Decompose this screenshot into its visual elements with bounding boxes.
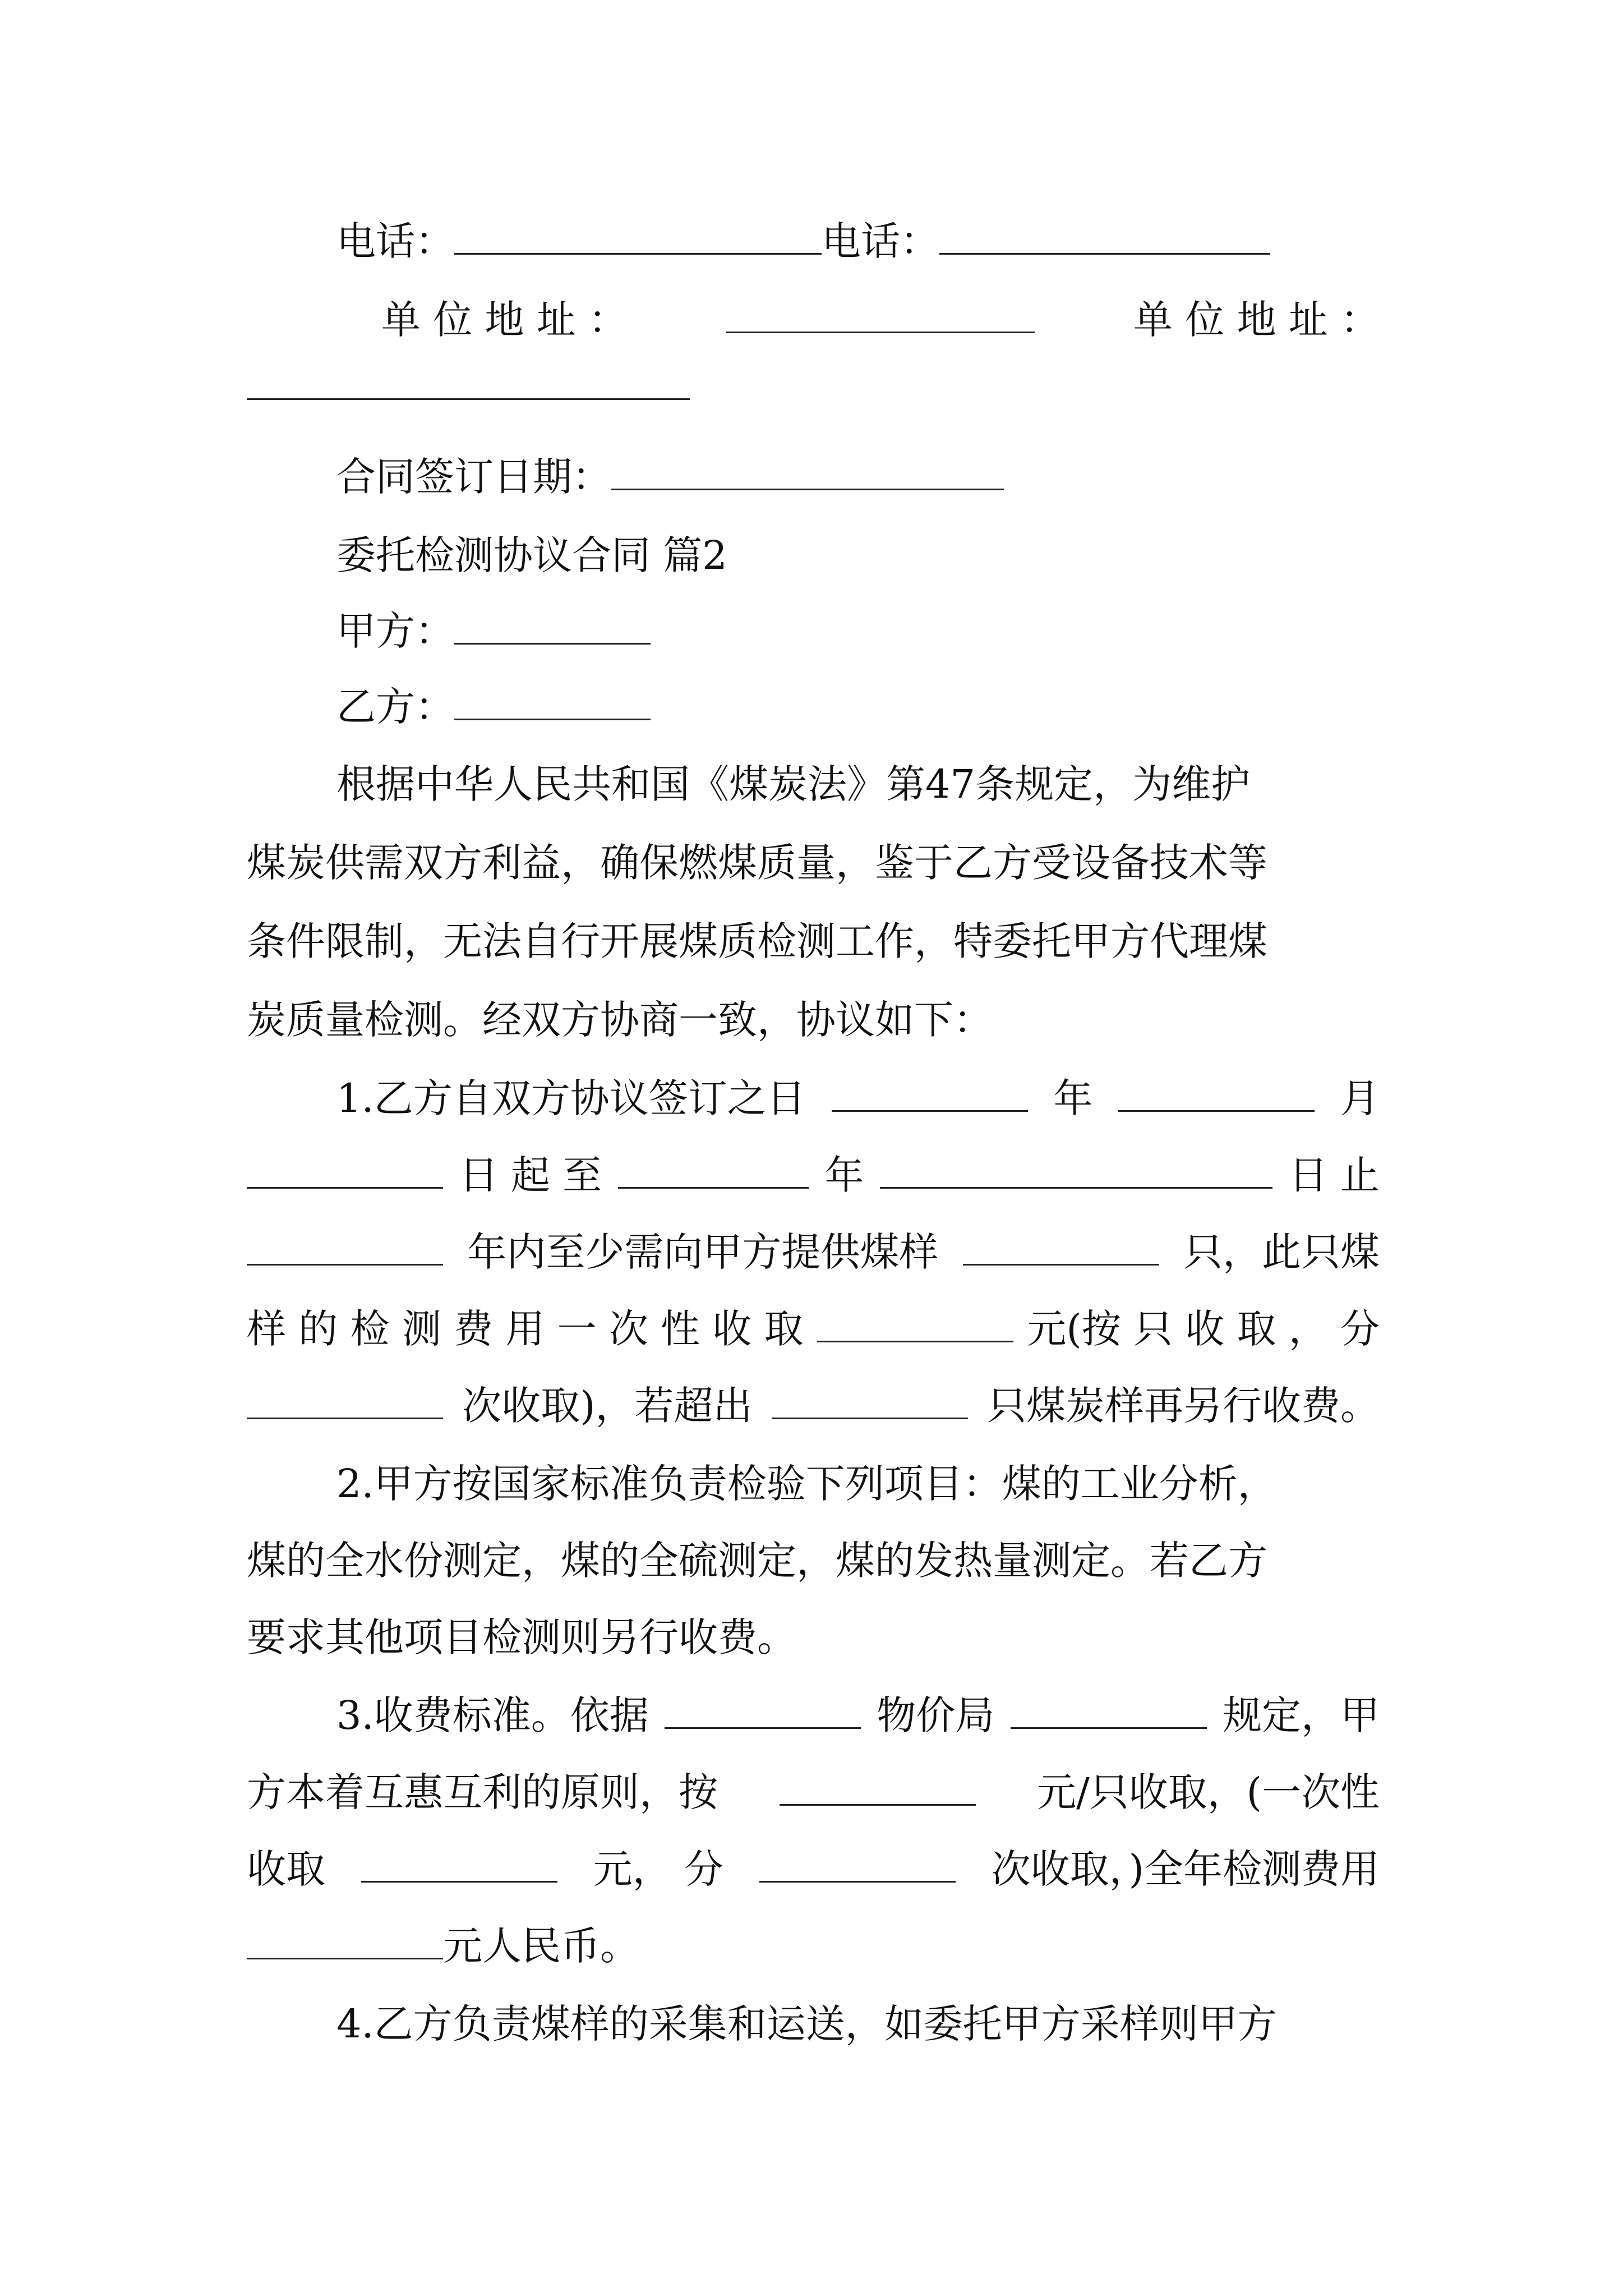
item1-text-5a: 次收取)，若超出 <box>462 1383 753 1429</box>
address-label-b: 单 位 地 址 ： <box>1133 297 1380 343</box>
item3-blank-4a <box>247 1918 443 1959</box>
sign-date-line <box>336 443 1380 510</box>
item4-line-1 <box>336 1990 1380 2058</box>
party-a-line <box>336 597 1380 665</box>
intro-line-2 <box>247 829 1380 896</box>
intro-text-2: 煤炭供需双方利益，确保燃煤质量，鉴于乙方受设备技术等 <box>247 840 1267 886</box>
intro-text-1: 根据中华人民共和国《煤炭法》第47条规定，为维护 <box>336 761 1251 807</box>
item4-text-1: 4.乙方负责煤样的采集和运送，如委托甲方采样则甲方 <box>336 2001 1277 2047</box>
address-line <box>381 286 1380 353</box>
item1-text-2c: 日 止 <box>1288 1152 1380 1198</box>
item3-blank-3b <box>759 1842 956 1883</box>
intro-line-4 <box>247 986 1380 1053</box>
item1-line-2 <box>247 1142 1380 1209</box>
item1-text-3b: 只，此只煤 <box>1183 1229 1380 1275</box>
item3-text-2a: 方本着互惠互利的原则，按 <box>247 1769 718 1815</box>
item2-line-1 <box>336 1450 1380 1517</box>
item3-text-3b: 元， 分 <box>593 1846 723 1892</box>
item1-text-2b: 年 <box>824 1152 864 1198</box>
phone-label-a: 电话： <box>336 218 454 264</box>
item1-blank-4a <box>817 1301 1013 1342</box>
item1-text-3a: 年内至少需向甲方提供煤样 <box>467 1229 939 1275</box>
item3-line-3 <box>247 1835 1380 1903</box>
item1-text-4b: 元(按 只 收 取 ， 分 <box>1027 1306 1380 1352</box>
item3-text-1c: 规定，甲 <box>1222 1692 1380 1738</box>
intro-line-3 <box>247 908 1380 975</box>
phone-blank-b <box>939 214 1270 255</box>
sign-date-blank <box>611 449 1004 490</box>
item3-text-1b: 物价局 <box>877 1692 995 1738</box>
item3-text-2b: 元/只收取，(一次性 <box>1037 1769 1380 1815</box>
phone-line <box>336 208 1380 275</box>
item1-text-4a: 样 的 检 测 费 用 一 次 性 收 取 <box>247 1306 804 1352</box>
phone-blank-a <box>454 214 822 255</box>
item3-line-4 <box>247 1912 1380 1980</box>
party-a-label: 甲方： <box>336 608 454 654</box>
party-b-line <box>336 673 1380 740</box>
party-b-blank <box>454 679 651 720</box>
item3-line-1 <box>336 1682 1380 1749</box>
item3-blank-1a <box>665 1688 861 1729</box>
item2-text-1: 2.甲方按国家标准负责检验下列项目：煤的工业分析， <box>336 1461 1277 1507</box>
party-b-label: 乙方： <box>336 684 454 730</box>
item1-text-1a: 1.乙方自双方协议签订之日 <box>336 1075 806 1121</box>
item2-text-2: 煤的全水份测定，煤的全硫测定，煤的发热量测定。若乙方 <box>247 1538 1267 1584</box>
contract-heading <box>336 522 1380 589</box>
address-continuation <box>247 359 1380 426</box>
item3-line-2 <box>247 1759 1380 1826</box>
item3-text-4a: 元人民币。 <box>443 1923 639 1969</box>
intro-text-3: 条件限制，无法自行开展煤质检测工作，特委托甲方代理煤 <box>247 918 1267 964</box>
item3-text-3a: 收取 <box>247 1846 325 1892</box>
item1-line-5 <box>247 1372 1380 1439</box>
item1-text-5b: 只煤炭样再另行收费。 <box>986 1383 1380 1429</box>
item1-blank-2b <box>618 1148 809 1189</box>
item1-text-1b: 年 <box>1053 1075 1093 1121</box>
item1-text-2a: 日 起 至 <box>459 1152 602 1198</box>
item1-blank-1b <box>1118 1071 1315 1112</box>
item3-blank-2a <box>780 1765 976 1806</box>
intro-line-1 <box>336 751 1380 818</box>
item3-blank-1b <box>1011 1688 1207 1729</box>
item2-text-3: 要求其他项目检测则另行收费。 <box>247 1614 796 1660</box>
item2-line-3 <box>247 1604 1380 1671</box>
item1-line-1 <box>336 1065 1380 1132</box>
item1-blank-2a <box>247 1148 443 1189</box>
item1-blank-5b <box>772 1378 968 1419</box>
item1-line-3 <box>247 1218 1380 1286</box>
item1-text-1c: 月 <box>1340 1075 1380 1121</box>
item2-line-2 <box>247 1527 1380 1594</box>
heading-text: 委托检测协议合同 篇2 <box>336 532 727 578</box>
item1-blank-5a <box>247 1378 443 1419</box>
address-blank-a <box>726 292 1035 333</box>
sign-date-label: 合同签订日期： <box>336 454 611 500</box>
item1-blank-3a <box>247 1225 443 1266</box>
item3-text-1a: 3.收费标准。依据 <box>336 1692 649 1738</box>
address-blank-b <box>247 359 690 400</box>
item3-blank-3a <box>361 1842 557 1883</box>
address-label-a: 单 位 地 址 ： <box>381 297 628 343</box>
item1-blank-3b <box>963 1225 1159 1266</box>
item1-line-4 <box>247 1295 1380 1363</box>
intro-text-4: 炭质量检测。经双方协商一致，协议如下： <box>247 997 993 1043</box>
item3-text-3c: 次收取，)全年检测费用 <box>991 1846 1380 1892</box>
party-a-blank <box>454 604 651 645</box>
item1-blank-1a <box>832 1071 1028 1112</box>
phone-label-b: 电话： <box>822 218 939 264</box>
item1-blank-2c <box>880 1148 1272 1189</box>
